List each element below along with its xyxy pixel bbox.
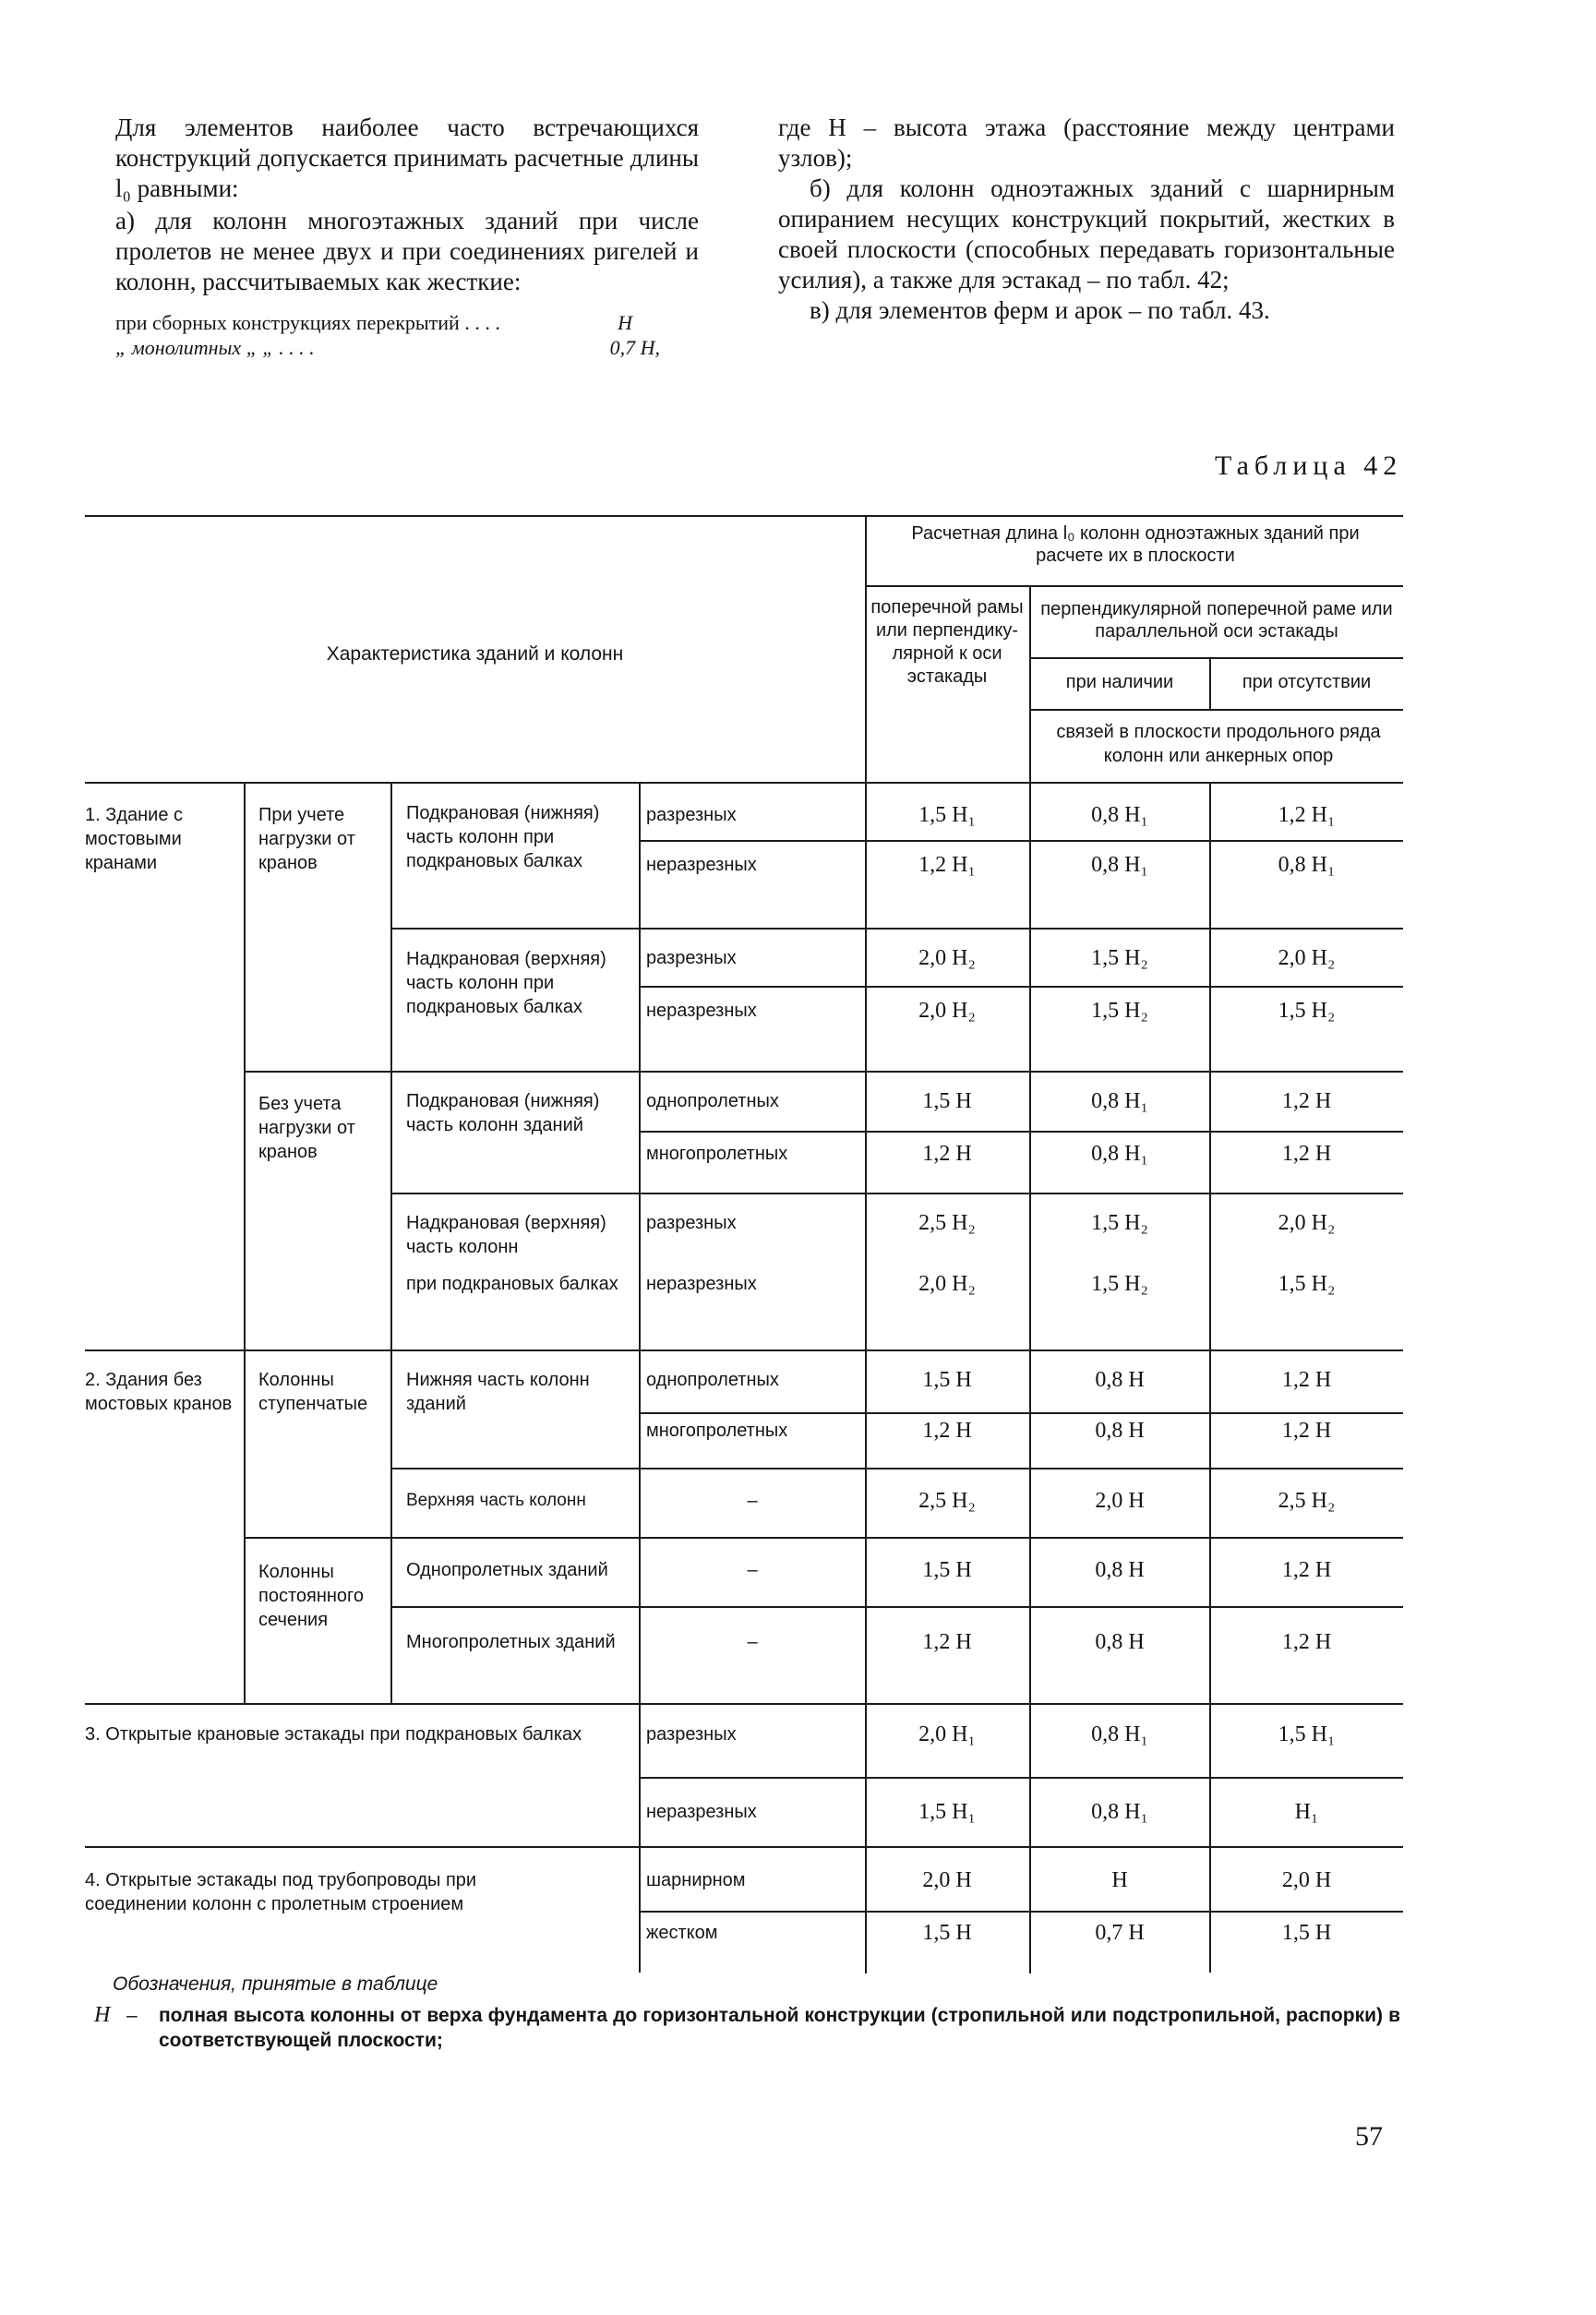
cell-length-a: 2,0 H — [922, 1868, 972, 1892]
section-2-group-constant: Колонны постоянного сечения — [258, 1562, 365, 1630]
rule — [1029, 657, 1403, 659]
rule — [865, 515, 867, 1973]
rule — [390, 1468, 1403, 1469]
cell-connection-type: – — [747, 1560, 758, 1580]
cell-length-a: 2,5 H₂ — [918, 1211, 976, 1235]
cell-length-c: 2,0 H — [1281, 1868, 1332, 1892]
cell-length-c: 2,5 H₂ — [1278, 1489, 1336, 1513]
cell-length-b: 0,7 H — [1095, 1921, 1145, 1945]
section-1-part-lower-buildings: Подкрановая (нижняя) часть колонн зданий — [406, 1091, 600, 1135]
rule — [639, 840, 1403, 842]
cell-connection-type: разрезных — [646, 1213, 737, 1233]
cell-length-b: 0,8 H — [1095, 1558, 1145, 1582]
cell-length-a: 1,5 H — [922, 1558, 972, 1582]
cell-length-c: 1,2 H₁ — [1278, 803, 1336, 827]
section-3-bottom-rule — [85, 1846, 1403, 1848]
notes-text: полная высота колонны от верха фундамента до горизонтальной конструкции (стропильной или подстропильной, распорки) в соответствующей плоскости; — [159, 2005, 1400, 2051]
rule — [1029, 709, 1403, 711]
cell-length-c: 0,8 H₁ — [1278, 853, 1336, 877]
header-with: при наличии — [1065, 672, 1174, 692]
header-calc-length: Расчетная длина l₀ колонн одноэтажных зданий при расчете их в плоскости — [911, 523, 1360, 566]
cell-length-a: 2,5 H₂ — [918, 1489, 976, 1513]
cell-length-b: 0,8 H₁ — [1091, 1722, 1148, 1746]
cell-connection-type: однопролетных — [646, 1091, 779, 1111]
rule — [639, 1777, 1403, 1779]
cell-length-b: 0,8 H₁ — [1091, 1089, 1148, 1113]
section-2-group-stepped: Колонны ступенчатые — [258, 1370, 368, 1414]
cell-length-a: 1,2 H — [922, 1630, 972, 1654]
cell-length-a: 1,2 H₁ — [918, 853, 976, 877]
cell-connection-type: – — [747, 1632, 758, 1652]
cell-length-c: 1,5 H₂ — [1278, 1272, 1336, 1296]
cell-length-c: 1,5 H — [1281, 1921, 1332, 1945]
cell-length-b: 1,5 H₂ — [1091, 1211, 1148, 1235]
rule — [639, 1911, 1403, 1913]
cell-length-c: 1,2 H — [1281, 1142, 1332, 1166]
cell-length-b: 0,8 H — [1095, 1419, 1145, 1443]
cell-length-c: H₁ — [1294, 1800, 1319, 1824]
rule — [390, 928, 1403, 930]
section-1-part-upper: Надкрановая (верхняя) часть колонн при подкрановых балках — [406, 949, 606, 1017]
cell-length-a: 1,5 H — [922, 1921, 972, 1945]
rule — [244, 1537, 1403, 1539]
cell-length-b: H — [1111, 1868, 1128, 1892]
cell-length-a: 1,2 H — [922, 1419, 972, 1443]
cell-length-a: 2,0 H₂ — [918, 999, 976, 1023]
cell-length-c: 2,0 H₂ — [1278, 1211, 1336, 1235]
page-number: 57 — [1355, 2121, 1383, 2152]
cell-length-a: 1,5 H₁ — [918, 803, 976, 827]
cell-length-b: 0,8 H — [1095, 1368, 1145, 1392]
cell-length-a: 1,2 H — [922, 1142, 972, 1166]
cell-length-a: 2,0 H₂ — [918, 1272, 976, 1296]
cell-length-a: 2,0 H₂ — [918, 946, 976, 970]
rule — [639, 986, 1403, 988]
rule — [639, 1412, 1403, 1414]
section-2-part-multi-span: Многопролетных зданий — [406, 1632, 616, 1652]
rule — [390, 1193, 1403, 1194]
rule — [639, 782, 641, 1973]
cell-connection-type: – — [747, 1491, 758, 1511]
cell-length-b: 1,5 H₂ — [1091, 1272, 1148, 1296]
cell-connection-type: неразрезных — [646, 1802, 757, 1822]
header-ties: связей в плоскости продольного ряда колонн или анкерных опор — [1056, 722, 1381, 766]
cell-connection-type: неразрезных — [646, 855, 757, 875]
cell-connection-type: неразрезных — [646, 1274, 757, 1294]
formula-block — [115, 310, 660, 360]
paragraph-intro: Для элементов наиболее часто встречающихся конструкций допускается принимать расчетные длины l₀ равными: — [115, 114, 699, 202]
rule — [244, 782, 246, 1703]
section-2-part-lower: Нижняя часть колонн зданий — [406, 1370, 590, 1414]
cell-length-b: 0,8 H — [1095, 1630, 1145, 1654]
section-2-part-single-span: Однопролетных зданий — [406, 1560, 608, 1580]
cell-length-b: 2,0 H — [1095, 1489, 1145, 1513]
cell-length-c: 1,5 H₁ — [1278, 1722, 1336, 1746]
cell-connection-type: неразрезных — [646, 1001, 757, 1021]
cell-connection-type: многопролетных — [646, 1144, 788, 1164]
section-1-label: 1. Здание с мостовыми кранами — [85, 805, 184, 873]
cell-length-b: 1,5 H₂ — [1091, 999, 1148, 1023]
table-title: Таблица 42 — [1215, 450, 1403, 481]
rule — [390, 782, 392, 1703]
section-2-bottom-rule — [85, 1703, 1403, 1705]
section-4-label: 4. Открытые эстакады под трубопроводы при соединении колонн с пролетным строением — [85, 1870, 477, 1914]
cell-length-c: 1,5 H₂ — [1278, 999, 1336, 1023]
right-column — [778, 113, 1395, 326]
cell-length-c: 1,2 H — [1281, 1089, 1332, 1113]
table-top-rule — [85, 515, 1403, 517]
header-bottom-rule — [85, 782, 1403, 784]
cell-length-a: 2,0 H₁ — [918, 1722, 976, 1746]
cell-length-b: 0,8 H₁ — [1091, 803, 1148, 827]
paragraph-v: в) для элементов ферм и арок – по табл. 43. — [810, 296, 1270, 324]
header-characteristic: Характеристика зданий и колонн — [326, 643, 624, 665]
cell-connection-type: шарнирном — [646, 1870, 746, 1890]
notes-dash: – — [126, 2005, 138, 2026]
cell-length-b: 1,5 H₂ — [1091, 946, 1148, 970]
cell-length-a: 1,5 H — [922, 1089, 972, 1113]
header-perpendicular: перпендикулярной поперечной раме или параллельной оси эстакады — [1040, 599, 1393, 642]
notes-title: Обозначения, принятые в таблице — [113, 1973, 438, 1995]
paragraph-a: а) для колонн многоэтажных зданий при числе пролетов не менее двух и при соединениях ригелей и колонн, рассчитываемых как жесткие: — [115, 207, 699, 295]
rule — [1029, 585, 1031, 1973]
notes-symbol: H — [94, 2003, 111, 2027]
section-1-group-with-cranes: При учете нагрузки от кранов — [258, 805, 355, 873]
cell-connection-type: разрезных — [646, 1724, 737, 1745]
cell-length-b: 0,8 H₁ — [1091, 853, 1148, 877]
section-3-label: 3. Открытые крановые эстакады при подкрановых балках — [85, 1724, 582, 1745]
section-1-part-lower: Подкрановая (нижняя) часть колонн при подкрановых балках — [406, 803, 600, 871]
cell-connection-type: разрезных — [646, 805, 737, 825]
formula-row-precast: при сборных конструкциях перекрытий . . . . H — [115, 311, 632, 334]
cell-length-c: 1,2 H — [1281, 1419, 1332, 1443]
cell-connection-type: многопролетных — [646, 1421, 788, 1441]
section-1-part-upper-b: Надкрановая (верхняя) часть колонн — [406, 1213, 606, 1257]
cell-connection-type: однопролетных — [646, 1370, 779, 1390]
cell-length-a: 1,5 H₁ — [918, 1800, 976, 1824]
cell-length-c: 1,2 H — [1281, 1368, 1332, 1392]
cell-connection-type: разрезных — [646, 948, 737, 968]
cell-length-c: 2,0 H₂ — [1278, 946, 1336, 970]
header-without: при отсутствии — [1242, 672, 1372, 692]
section-1-bottom-rule — [85, 1349, 1403, 1351]
rule — [390, 1606, 1403, 1608]
section-2-part-upper: Верхняя часть колонн — [406, 1491, 586, 1510]
rule — [1209, 657, 1211, 709]
formula-row-monolithic: „ монолитных „ „ . . . . 0,7 H, — [115, 336, 660, 359]
section-1-part-upper-b-note: при подкрановых балках — [406, 1274, 618, 1294]
cell-length-c: 1,2 H — [1281, 1630, 1332, 1654]
cell-length-b: 0,8 H₁ — [1091, 1142, 1148, 1166]
rule — [244, 1071, 1403, 1073]
cell-length-c: 1,2 H — [1281, 1558, 1332, 1582]
section-1-group-without-cranes: Без учета нагрузки от кранов — [258, 1094, 355, 1162]
paragraph-where: где H – высота этажа (расстояние между центрами узлов); — [778, 114, 1395, 172]
header-transverse: поперечной рамы или перпендику-лярной к оси эстакады — [870, 597, 1024, 687]
cell-length-a: 1,5 H — [922, 1368, 972, 1392]
rule — [865, 585, 1403, 587]
left-column — [115, 113, 699, 360]
rule — [639, 1131, 1403, 1133]
section-2-label: 2. Здания без мостовых кранов — [85, 1370, 233, 1414]
paragraph-b: б) для колонн одноэтажных зданий с шарнирным опиранием несущих конструкций покрытий, жестких в своей плоскости (способных передавать горизонтальные усилия), а также для эстакад – по табл. 42; — [778, 174, 1395, 294]
cell-length-b: 0,8 H₁ — [1091, 1800, 1148, 1824]
rule — [1209, 782, 1211, 1973]
cell-connection-type: жестком — [646, 1923, 718, 1943]
